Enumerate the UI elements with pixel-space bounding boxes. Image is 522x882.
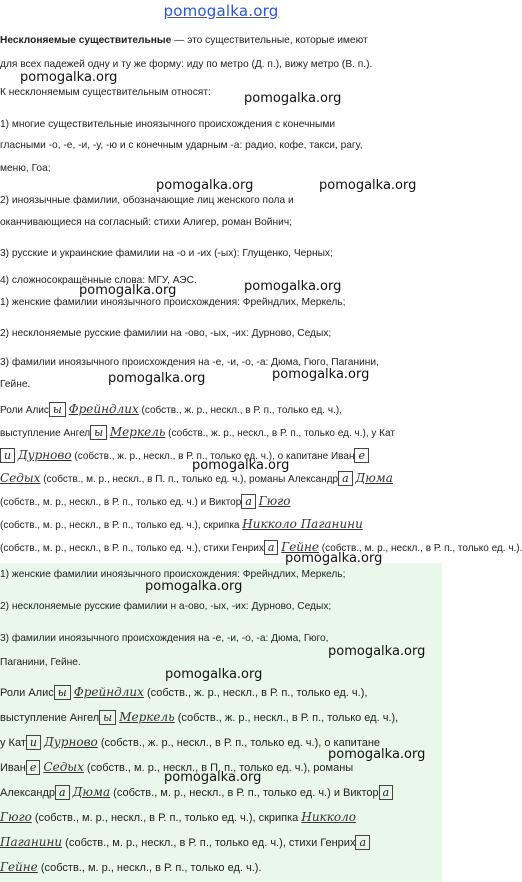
answer-item-3b: Гейне. (0, 379, 31, 390)
example-line-7: (собств., м. р., нескл., в Р. п., только ед. ч.), стихи Генрих а Гейне (собств., м. р., нескл., в Р. п., только ед. ч.). (0, 540, 522, 554)
rule-item-3: 3) русские и украинские фамилии на -о и -их (-ых): Глущенко, Черных; (0, 248, 333, 259)
example2-line-5: Александр а Дюма (собств., м. р., нескл., в Р. п., только ед. ч.) и Виктор а (0, 780, 438, 806)
rule-item-1b: гласными -о, -е, -и, -у, -ю и с конечным ударным -а: радио, кофе, такси, рагу, (0, 140, 363, 151)
answer2-item-2: 2) несклоняемые русские фамилии н а-ово, -ых, -их: Дурново, Седых; (0, 601, 332, 612)
watermark-15: pomogalka.org (164, 770, 262, 785)
example-line-6: (собств., м. р., нескл., в Р. п., только ед. ч.), скрипка Никколо Паганини (0, 517, 363, 531)
example2-line-8: Гейне (собств., м. р., нескл., в Р. п., только ед. ч.). (0, 860, 262, 874)
site-watermark-link[interactable]: pomogalka.org (163, 2, 279, 20)
watermark-14: pomogalka.org (328, 747, 426, 762)
watermark-13: pomogalka.org (165, 667, 263, 682)
example2-line-1: Роли Алис ы Фрейндлих (собств., ж. р., нескл., в Р. п., только ед. ч.), (0, 685, 368, 699)
watermark-7: pomogalka.org (108, 371, 206, 386)
watermark-11: pomogalka.org (145, 579, 243, 594)
example-line-4: Седых (собств., м. р., нескл., в П. п., только ед. ч.), романы Александр а Дюма (0, 471, 393, 485)
answer2-item-3b: Паганини, Гейне. (0, 657, 81, 668)
watermark-2: pomogalka.org (244, 91, 342, 106)
example2-line-2: выступление Ангел ы Меркель (собств., ж. р., нескл., в Р. п., только ед. ч.), (0, 710, 399, 724)
watermark-4: pomogalka.org (319, 178, 417, 193)
watermark-12: pomogalka.org (328, 644, 426, 659)
rule-item-2b: оканчивающиеся на согласный: стихи Алигер, роман Войнич; (0, 217, 292, 228)
example-line-3: и Дурново (собств., ж. р., нескл., в Р. п., только ед. ч.), о капитане Иван е (0, 444, 438, 468)
answer-item-2: 2) несклоняемые русские фамилии на -ово, -ых, -их: Дурново, Седых; (0, 328, 332, 339)
rule-intro: К несклоняемым существительным относят: (0, 87, 211, 98)
example2-line-4: Иван е Седых (собств., м. р., нескл., в П. п., только ед. ч.), романы (0, 760, 354, 774)
watermark-9: pomogalka.org (192, 458, 290, 473)
rule-item-1a: 1) многие существительные иноязычного происхождения с конечными (0, 119, 336, 130)
example2-line-7: Паганини (собств., м. р., нескл., в Р. п., только ед. ч.), стихи Генрих а (0, 830, 438, 856)
rule-item-4: 4) сложносокращённые слова: МГУ, АЭС. (0, 275, 197, 286)
rule-definition-line1: Несклоняемые существительные — это существительные, которые имеют (0, 35, 368, 46)
answer2-item-3a: 3) фамилии иноязычного происхождения на -е, -и, -о, -а: Дюма, Гюго, (0, 633, 329, 644)
rule-item-2a: 2) иноязычные фамилии, обозначающие лиц женского пола и (0, 195, 294, 206)
watermark-6: pomogalka.org (244, 279, 342, 294)
example-line-1: Роли Алис ы Фрейндлих (собств., ж. р., нескл., в Р. п., только ед. ч.), (0, 402, 342, 416)
example-line-2: выступление Ангел ы Меркель (собств., ж. р., нескл., в Р. п., только ед. ч.), у Кат (0, 425, 395, 439)
watermark-10: pomogalka.org (285, 551, 383, 566)
watermark-1: pomogalka.org (20, 70, 118, 85)
answer2-item-1: 1) женские фамилии иноязычного происхождения: Фрейндлих, Меркель; (0, 569, 346, 580)
example2-line-6: Гюго (собств., м. р., нескл., в Р. п., только ед. ч.), скрипка Никколо (0, 810, 356, 824)
watermark-3: pomogalka.org (156, 178, 254, 193)
watermark-5: pomogalka.org (79, 283, 177, 298)
rule-item-1c: меню, Гоа; (0, 163, 51, 174)
answer-item-3a: 3) фамилии иноязычного происхождения на -е, -и, -о, -а: Дюма, Гюго, Паганини, (0, 357, 379, 368)
example-line-5: (собств., м. р., нескл., в Р. п., только ед. ч.) и Виктор а Гюго (0, 494, 291, 508)
watermark-8: pomogalka.org (272, 367, 370, 382)
example2-line-3: у Кат и Дурново (собств., ж. р., нескл., в Р. п., только ед. ч.), о капитане (0, 735, 381, 749)
rule-definition-line2: для всех падежей одну и ту же форму: иду по метро (Д. п.), вижу метро (В. п.). (0, 59, 373, 70)
answer-item-1: 1) женские фамилии иноязычного происхождения: Фрейндлих, Меркель; (0, 297, 346, 308)
